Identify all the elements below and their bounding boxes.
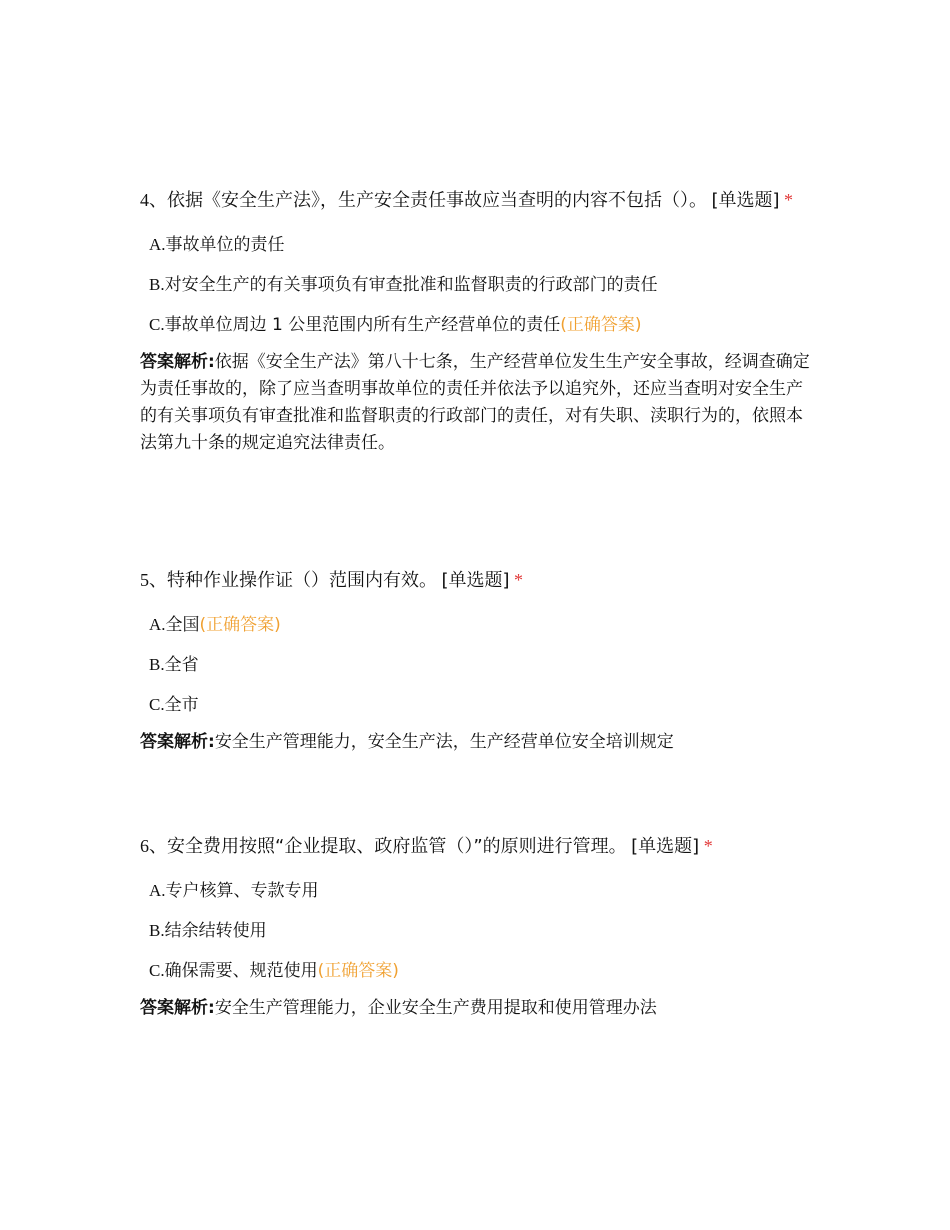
analysis-label: 答案解析: xyxy=(140,732,215,752)
question-type: [单选题] xyxy=(711,190,780,211)
option-text: 全省 xyxy=(164,655,199,675)
question-text: 安全费用按照“企业提取、政府监管（）”的原则进行管理。 xyxy=(167,836,627,857)
option-letter: A. xyxy=(149,615,166,634)
question-number: 5、 xyxy=(140,570,167,590)
question-title xyxy=(140,562,815,599)
question-type: [单选题] xyxy=(631,836,700,857)
option-c xyxy=(140,951,815,991)
option-text: 对安全生产的有关事项负有审查批准和监督职责的行政部门的责任 xyxy=(164,275,658,295)
option-text: 确保需要、规范使用 xyxy=(164,961,318,981)
option-letter: B. xyxy=(149,655,165,674)
option-text: 全市 xyxy=(164,695,199,715)
analysis-text: 依据《安全生产法》第八十七条，生产经营单位发生生产安全事故，经调查确定为责任事故的，除了应当查明事故单位的责任并依法予以追究外，还应当查明对安全生产的有关事项负有审查批准和监督职责的行政部门的责任，对有失职、渎职行为的，依照本法第九十条的规定追究法律责任。 xyxy=(140,352,810,453)
option-a xyxy=(140,225,815,265)
required-mark: * xyxy=(784,190,794,210)
correct-answer-tag: (正确答案) xyxy=(199,615,281,635)
option-text: 专户核算、专款专用 xyxy=(165,881,319,901)
correct-answer-tag: (正确答案) xyxy=(560,315,642,335)
option-letter: B. xyxy=(149,921,165,940)
option-letter: C. xyxy=(149,315,165,334)
answer-analysis xyxy=(140,729,815,756)
required-mark: * xyxy=(703,836,713,856)
option-letter: A. xyxy=(149,235,166,254)
analysis-text: 安全生产管理能力，企业安全生产费用提取和使用管理办法 xyxy=(214,998,657,1018)
analysis-label: 答案解析: xyxy=(140,352,215,372)
option-c xyxy=(140,305,815,345)
question-4 xyxy=(140,182,815,457)
option-text: 结余结转使用 xyxy=(164,921,267,941)
options-list xyxy=(140,225,815,345)
option-letter: A. xyxy=(149,881,166,900)
question-text: 特种作业操作证（）范围内有效。 xyxy=(167,570,437,591)
analysis-text: 安全生产管理能力，安全生产法，生产经营单位安全培训规定 xyxy=(214,732,674,752)
option-c xyxy=(140,685,815,725)
question-text: 依据《安全生产法》，生产安全责任事故应当查明的内容不包括（）。 xyxy=(167,190,707,211)
question-6 xyxy=(140,828,815,1022)
option-text: 全国 xyxy=(165,615,200,635)
options-list xyxy=(140,605,815,725)
option-b xyxy=(140,265,815,305)
question-title xyxy=(140,182,815,219)
required-mark: * xyxy=(514,570,524,590)
option-b xyxy=(140,911,815,951)
correct-answer-tag: (正确答案) xyxy=(317,961,399,981)
question-title xyxy=(140,828,815,865)
option-a xyxy=(140,605,815,645)
question-5 xyxy=(140,562,815,756)
question-type: [单选题] xyxy=(441,570,510,591)
option-text: 事故单位的责任 xyxy=(165,235,285,255)
answer-analysis xyxy=(140,349,815,457)
option-b xyxy=(140,645,815,685)
option-letter: C. xyxy=(149,695,165,714)
options-list xyxy=(140,871,815,991)
option-a xyxy=(140,871,815,911)
option-letter: C. xyxy=(149,961,165,980)
question-number: 4、 xyxy=(140,190,167,210)
question-number: 6、 xyxy=(140,836,167,856)
option-letter: B. xyxy=(149,275,165,294)
option-text: 事故单位周边 1 公里范围内所有生产经营单位的责任 xyxy=(164,315,561,335)
analysis-label: 答案解析: xyxy=(140,998,215,1018)
answer-analysis xyxy=(140,995,815,1022)
